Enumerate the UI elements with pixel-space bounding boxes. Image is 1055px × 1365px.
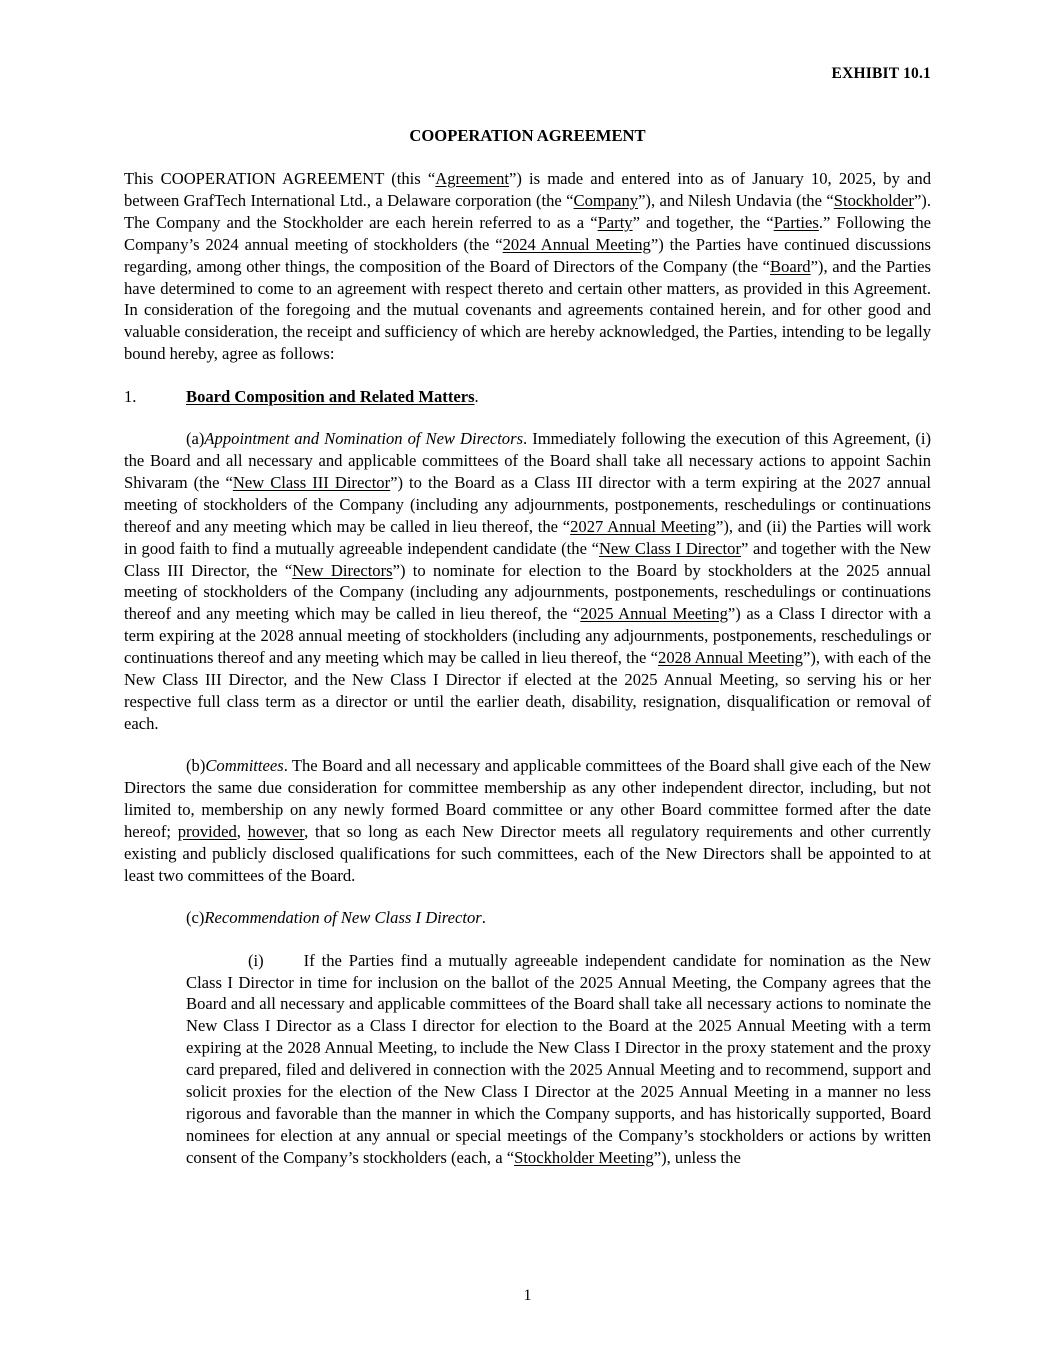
defined-term-board: Board [770, 256, 811, 276]
defined-term-2025-annual-meeting: 2025 Annual Meeting [580, 604, 728, 624]
paragraph-b [124, 755, 931, 886]
defined-term-2027-annual-meeting: 2027 Annual Meeting [570, 516, 716, 536]
text-run: ”), and (ii) the Parties will work in good faith to find a mutually agreeable independent candidate (the “ [124, 516, 931, 558]
text-run: ”) to nominate for election to the Board by stockholders at the 2025 annual meeting of stockholders of the Company (including any adjournments, postponements, reschedulings or continuations thereof and any meeting which may be called in lieu thereof, the “ [124, 560, 931, 624]
text-run: ”), and the Parties have determined to come to an agreement with respect thereto and certain other matters, as provided in this Agreement. In consideration of the foregoing and the mutual covenants and agreements contained herein, and for other good and valuable consideration, the receipt and sufficiency of which are hereby acknowledged, the Parties, intending to be legally bound hereby, agree as follows: [124, 256, 931, 364]
defined-term-new-class-iii-director: New Class III Director [232, 472, 391, 492]
text-run: If the Parties find a mutually agreeable independent candidate for nomination as the New Class I Director in time for inclusion on the ballot of the 2025 Annual Meeting, the Company agrees that the Board and all necessary and applicable committees of the Board shall take all necessary actions to nominate the New Class I Director as a Class I director for election to the Board at the 2025 Annual Meeting with a term expiring at the 2028 Annual Meeting, to include the New Class I Director in the proxy statement and the proxy card prepared, filed and delivered in connection with the 2025 Annual Meeting and to recommend, support and solicit proxies for the election of the New Class I Director at the 2025 Annual Meeting in a manner no less rigorous and favorable than the manner in which the Company supports, and has historically supported, Board nominees for election at any annual or special meetings of the Company’s stockholders or actions by written consent of the Company’s stockholders (each, a “ [186, 950, 931, 1167]
paragraph-c-i [186, 950, 931, 1169]
text-run: . [474, 386, 479, 406]
paragraph-heading: Committees [205, 756, 284, 776]
defined-term-agreement: Agreement [435, 169, 509, 188]
paragraph-label: (c) [186, 908, 205, 928]
term-however: however [247, 821, 305, 841]
text-run: . Immediately following the execution of this Agreement, (i) the Board and all necessary and applicable committees of the Board shall take all necessary actions to appoint Sachin Shivaram (the “ [124, 429, 931, 492]
defined-term-2028-annual-meeting: 2028 Annual Meeting [658, 648, 803, 668]
section-1-heading [124, 386, 931, 408]
defined-term-stockholder: Stockholder [833, 190, 914, 210]
paragraph-a [124, 428, 931, 735]
exhibit-label: EXHIBIT 10.1 [831, 65, 931, 82]
paragraph-heading: Recommendation of New Class I Director [204, 908, 482, 928]
section-number: 1. [124, 386, 137, 406]
text-run: ”), unless the [653, 1147, 741, 1167]
text-run: , that so long as each New Director meets all regulatory requirements and other currently existing and publicly disclosed qualifications for such committees, each of the New Directors shall be appointed to at least two committees of the Board. [124, 821, 931, 885]
defined-term-parties: Parties [773, 212, 819, 232]
text-run: ” and together, the “ [632, 212, 774, 232]
defined-term-stockholder-meeting: Stockholder Meeting [514, 1147, 654, 1167]
text-run: ”) is made and entered into as of January 10, 2025, by and between GrafTech International Ltd., a Delaware corporation (the “ [124, 169, 931, 210]
text-run: ” and together with the New Class III Director, the “ [124, 538, 931, 580]
section-title: Board Composition and Related Matters [186, 386, 475, 406]
defined-term-company: Company [573, 190, 639, 210]
paragraph-c [124, 907, 931, 929]
text-run: . [481, 908, 486, 928]
text-run: .” Following the Company’s 2024 annual meeting of stockholders (the “ [124, 212, 932, 254]
defined-term-new-class-i-director: New Class I Director [598, 538, 741, 558]
text-run: , [236, 821, 248, 841]
page-number: 1 [523, 1287, 532, 1304]
text-run: This COOPERATION AGREEMENT (this “ [124, 169, 436, 188]
defined-term-new-directors: New Directors [292, 560, 393, 580]
text-run: ”) the Parties have continued discussions regarding, among other things, the composition of the Board of Directors of the Company (the “ [124, 234, 931, 276]
defined-term-party: Party [597, 212, 633, 232]
text-run: ”) as a Class I director with a term expiring at the 2028 annual meeting of stockholders (including any adjournments, postponements, reschedulings or continuations thereof and any meeting which may be called in lieu thereof, the “ [124, 604, 931, 668]
text-run: ”). The Company and the Stockholder are each herein referred to as a “ [124, 190, 931, 232]
text-run: ”) to the Board as a Class III director with a term expiring at the 2027 annual meeting of stockholders of the Company (including any adjournments, postponements, reschedulings or continuations thereof and any meeting which may be called in lieu thereof, the “ [124, 472, 931, 536]
paragraph-heading: Appointment and Nomination of New Directors [204, 429, 524, 449]
text-run: ”), with each of the New Class III Director, and the New Class I Director if elected at the 2025 Annual Meeting, so serving his or her respective full class term as a director or until the earlier death, disability, resignation, disqualification or removal of each. [124, 648, 932, 733]
defined-term-2024-annual-meeting: 2024 Annual Meeting [502, 234, 651, 254]
intro-paragraph [124, 168, 931, 365]
text-run: . The Board and all necessary and applicable committees of the Board shall give each of the New Directors the same due consideration for committee membership as any other independent director, including, but not limited to, membership on any newly formed Board committee or any other Board committee formed after the date hereof; [124, 756, 931, 841]
text-run: ”), and Nilesh Undavia (the “ [638, 190, 834, 210]
term-provided: provided [177, 821, 237, 841]
document-body [124, 168, 931, 1169]
document-title: COOPERATION AGREEMENT [409, 126, 646, 145]
paragraph-label: (a) [186, 429, 205, 449]
paragraph-label: (b) [186, 756, 206, 776]
subparagraph-label: (i) [248, 950, 264, 970]
